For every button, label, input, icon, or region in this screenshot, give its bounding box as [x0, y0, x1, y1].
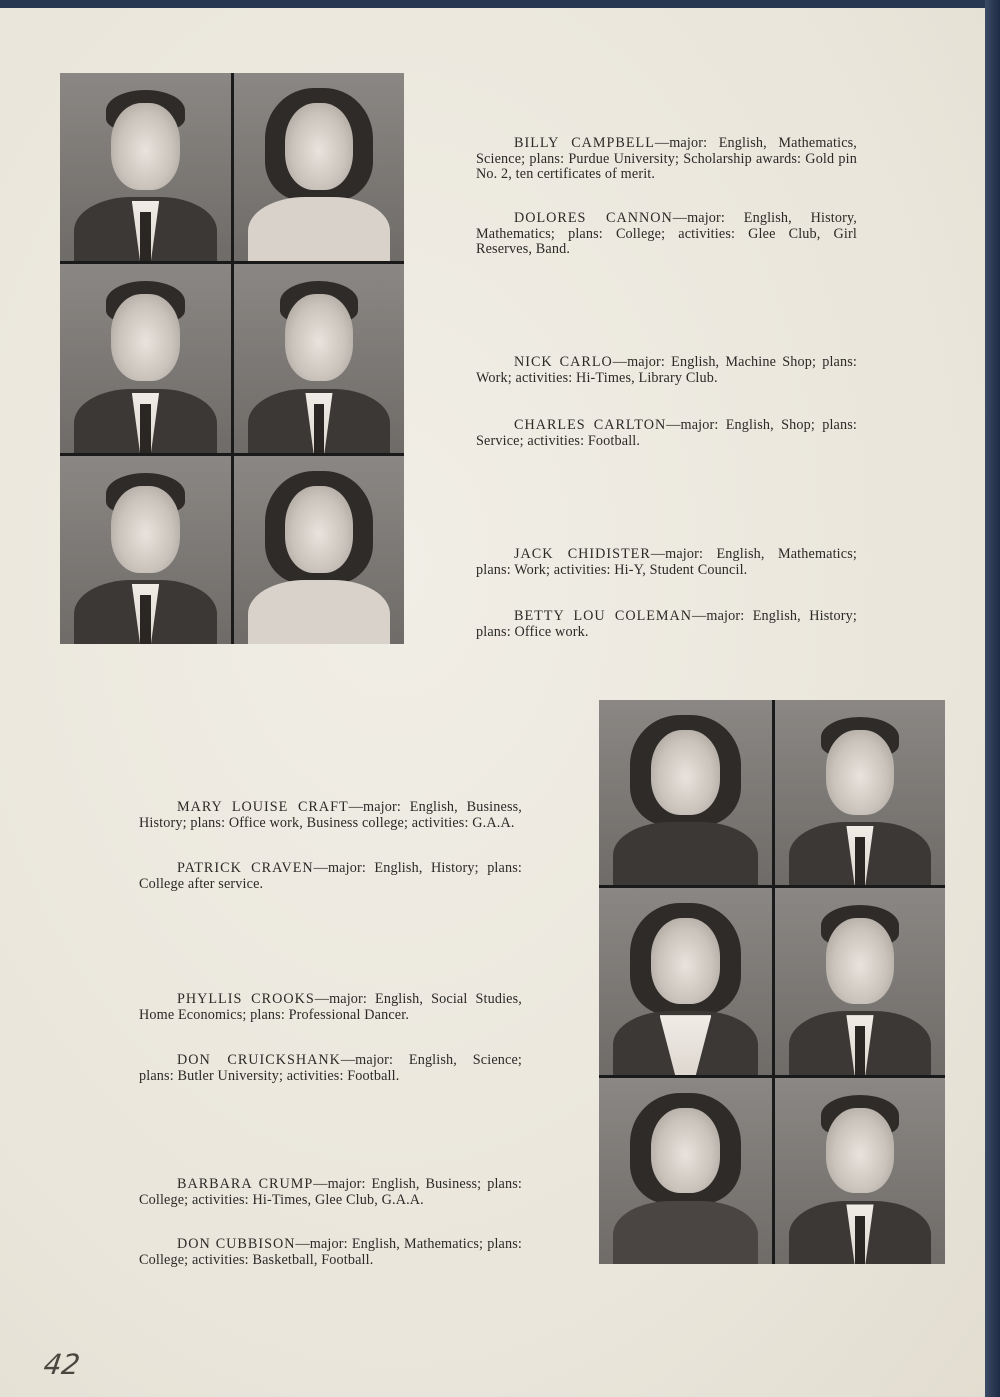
student-details: —major: English, History; plans: Office work. — [476, 608, 857, 640]
student-details: —major: English, Mathematics, Science; plans: Purdue University; Scholarship awards: Gold pin No. 2, ten certificates of merit. — [476, 135, 858, 183]
bio-charles-carlton — [476, 418, 857, 449]
book-spine — [985, 0, 1000, 1397]
student-details: —major: English, Business, History; plans: Office work, Business college; activities: G.A.A. — [139, 799, 522, 831]
portrait-charles-carlton — [234, 264, 404, 453]
student-details: —major: English, Science; plans: Butler University; activities: Football. — [139, 1052, 522, 1084]
portrait-don-cruickshank — [775, 888, 945, 1075]
bio-barbara-crump — [139, 1177, 522, 1208]
portrait-nick-carlo — [60, 264, 231, 453]
student-details: —major: English, Machine Shop; plans: Work; activities: Hi-Times, Library Club. — [476, 354, 857, 386]
portrait-phyllis-crooks — [599, 888, 772, 1075]
portrait-dolores-cannon — [234, 73, 404, 261]
bio-jack-chidister — [476, 547, 857, 578]
portrait-billy-campbell — [60, 73, 231, 261]
portrait-barbara-crump — [599, 1078, 772, 1264]
student-details: —major: English, Business; plans: College; activities: Hi-Times, Glee Club, G.A.A. — [139, 1176, 523, 1208]
bio-don-cruickshank — [139, 1053, 522, 1084]
portrait-betty-lou-coleman — [234, 456, 404, 644]
bio-billy-campbell — [476, 136, 857, 183]
bio-patrick-craven — [139, 861, 522, 892]
book-top-edge — [0, 0, 1000, 8]
bio-phyllis-crooks — [139, 992, 522, 1023]
portrait-don-cubbison — [775, 1078, 945, 1264]
bio-betty-lou-coleman — [476, 609, 857, 640]
student-details: —major: English, Mathematics; plans: College; activities: Basketball, Football. — [139, 1236, 522, 1268]
student-name: NICK CARLO — [514, 354, 613, 370]
page-number: 42 — [41, 1348, 82, 1381]
student-details: —major: English, History; plans: College after service. — [139, 860, 522, 892]
student-name: MARY LOUISE CRAFT — [177, 799, 349, 815]
student-name: DOLORES CANNON — [514, 210, 673, 226]
student-name: BILLY CAMPBELL — [514, 135, 655, 151]
student-name: PHYLLIS CROOKS — [177, 991, 315, 1007]
student-name: DON CUBBISON — [177, 1236, 296, 1252]
bio-nick-carlo — [476, 355, 857, 386]
bio-dolores-cannon — [476, 211, 857, 258]
portrait-mary-louise-craft — [599, 700, 772, 885]
student-name: JACK CHIDISTER — [514, 546, 651, 562]
student-details: —major: English, Shop; plans: Service; activities: Football. — [476, 417, 857, 449]
bio-mary-louise-craft — [139, 800, 522, 831]
student-name: BETTY LOU COLEMAN — [514, 608, 693, 624]
bio-don-cubbison — [139, 1237, 522, 1268]
student-name: PATRICK CRAVEN — [177, 860, 314, 876]
portrait-grid-top — [60, 73, 404, 644]
student-name: BARBARA CRUMP — [177, 1176, 314, 1192]
student-details: —major: English, Social Studies, Home Economics; plans: Professional Dancer. — [139, 991, 522, 1023]
student-name: CHARLES CARLTON — [514, 417, 667, 433]
student-name: DON CRUICKSHANK — [177, 1052, 341, 1068]
portrait-jack-chidister — [60, 456, 231, 644]
student-details: —major: English, Mathematics; plans: Work; activities: Hi-Y, Student Council. — [476, 546, 857, 578]
portrait-grid-bottom — [599, 700, 945, 1264]
portrait-patrick-craven — [775, 700, 945, 885]
student-details: —major: English, History, Mathematics; plans: College; activities: Glee Club, Girl Reserves, Band. — [476, 210, 858, 258]
